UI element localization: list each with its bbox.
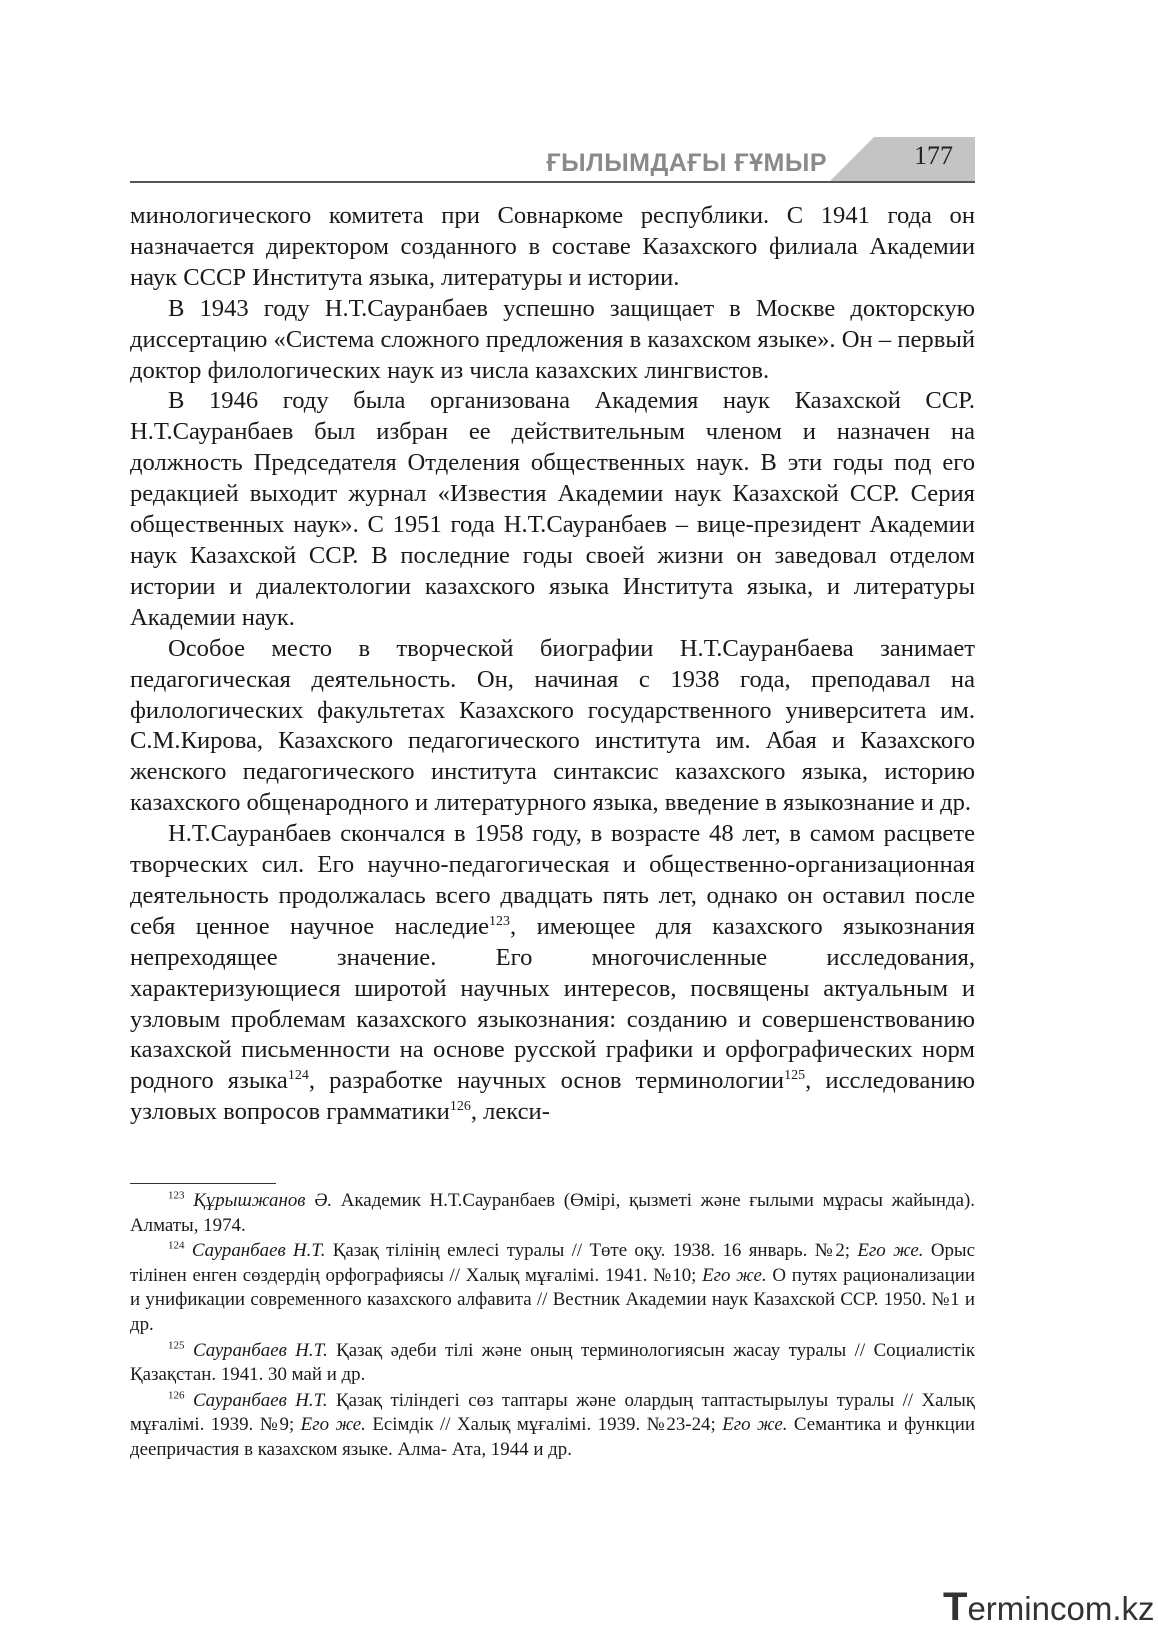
footnote-text: Академик Н.Т.Сауранбаев (Өмірі, қызметі және ғылыми мұрасы жайында). Алматы, 1974. bbox=[130, 1190, 975, 1236]
paragraph-5-text: , исследованию узловых вопросов грамматики bbox=[130, 1067, 975, 1126]
footnote-text: Қазақ әдеби тілі және оның терминологиясын жасау туралы // Социалистік Қазақстан. 1941. 30 май и др. bbox=[130, 1339, 975, 1386]
footnote-text: Қазақ тілінің емлесі туралы // Төте оқу. 1938. 16 январь. №2; bbox=[325, 1240, 858, 1262]
paragraph-2: В 1943 году Н.Т.Сауранбаев успешно защищает в Москве докторскую диссертацию «Система сложного предложения в казахском языке». Он – первый доктор филологических наук из числа казахских лингвистов. bbox=[130, 294, 975, 384]
running-header bbox=[130, 137, 975, 187]
watermark-o: o bbox=[1066, 1590, 1085, 1627]
footnote-number: 124 bbox=[168, 1239, 185, 1252]
watermark-letter: T bbox=[943, 1585, 968, 1629]
footnote-ref-123[interactable]: 123 bbox=[489, 913, 511, 929]
footnote-author: Сауранбаев Н.Т. bbox=[192, 1389, 328, 1411]
footnote-125 bbox=[130, 1339, 975, 1388]
footnote-ego-zhe: Его же. bbox=[857, 1240, 924, 1262]
watermark-text: erminc bbox=[967, 1590, 1067, 1627]
running-header-title: ҒЫЛЫМДАҒЫ ҒҰМЫР bbox=[546, 149, 827, 177]
paragraph-5 bbox=[130, 819, 975, 1128]
footnote-author: Сауранбаев Н.Т. bbox=[191, 1240, 326, 1262]
paragraph-5-text: , разработке научных основ терминологии bbox=[308, 1067, 785, 1095]
header-rule bbox=[130, 181, 975, 183]
page-number: 177 bbox=[914, 141, 953, 170]
footnote-ref-125[interactable]: 125 bbox=[784, 1068, 806, 1084]
footnote-number: 125 bbox=[168, 1339, 185, 1352]
paragraph-4: Особое место в творческой биографии Н.Т.Сауранбаева занимает педагогическая деятельность. Он, начиная с 1938 года, преподавал на филологических факультетах Казахского государственного университета им. С.М.Кирова, Казахского педагогического института им. Абая и Казахского женского педагогического института синтаксис казахского языка, историю казахского общенародного и литературного языка, введение в языкознание и др. bbox=[130, 634, 975, 817]
footnote-124 bbox=[130, 1239, 975, 1337]
footnote-123 bbox=[130, 1189, 975, 1238]
footnote-text: Семантика и функции деепричастия в казахском языке. Алма- Ата, 1944 и др. bbox=[130, 1414, 975, 1460]
footnote-ref-124[interactable]: 124 bbox=[287, 1068, 309, 1084]
footnote-text: О путях рационализации и унификации современного казахского алфавита // Вестник Академии наук Казахской ССР. 1950. №1 и др. bbox=[130, 1264, 975, 1335]
page-tab-shape bbox=[830, 137, 975, 181]
page-number-tab bbox=[830, 137, 975, 181]
paragraph-5-text: , имеющее для казахского языкознания непреходящее значение. Его многочисленные исследования, характеризующиеся широтой научных интересов, посвящены актуальным и узловым проблемам казахского языкознания: созданию и совершенствованию казахской письменности на основе русской графики и орфографических норм родного языка bbox=[130, 912, 975, 1095]
footnote-text: Орыс тілінен енген сөздердің орфографиясы // Халық мұғалімі. 1941. №10; bbox=[130, 1240, 976, 1286]
paragraph-5-text: Н.Т.Сауранбаев скончался в 1958 году, в возрасте 48 лет, в самом расцвете творческих сил. Его научно-педагогическая и общественно-организационная деятельность продолжалась всего двадцать пять лет, однако он оставил после себя ценное научное наследие bbox=[130, 820, 975, 940]
paragraph-5-text: , лекси- bbox=[470, 1098, 550, 1126]
paragraph-1: минологического комитета при Совнаркоме республики. С 1941 года он назначается директором созданного в составе Казахского филиала Академии наук СССР Института языка, литературы и истории. bbox=[130, 202, 975, 291]
footnote-separator bbox=[130, 1183, 276, 1184]
footnote-ego-zhe: Его же. bbox=[722, 1414, 788, 1436]
footnote-text: Есімдік // Халық мұғалімі. 1939. №23-24; bbox=[365, 1414, 723, 1436]
footnote-text: Қазақ тіліндегі сөз таптары және олардың таптастырылуы туралы // Халық мұғалімі. 1939. №9; bbox=[130, 1389, 975, 1436]
footnote-ego-zhe: Его же. bbox=[702, 1264, 767, 1286]
footnote-author: Құрышжанов Ә. bbox=[193, 1190, 333, 1211]
footnote-ego-zhe: Его же. bbox=[300, 1414, 366, 1436]
footnote-ref-126[interactable]: 126 bbox=[449, 1099, 471, 1115]
footnote-number: 126 bbox=[168, 1389, 185, 1402]
termincom-watermark bbox=[943, 1587, 1155, 1627]
body-text bbox=[130, 201, 975, 1128]
footnote-number: 123 bbox=[168, 1189, 185, 1202]
paragraph-3: В 1946 году была организована Академия наук Казахской ССР. Н.Т.Сауранбаев был избран ее действительным членом и назначен на должность Председателя Отделения общественных наук. В эти годы под его редакцией выходит журнал «Известия Академии наук Казахской ССР. Серия общественных наук». С 1951 года Н.Т.Сауранбаев – вице-президент Академии наук Казахской ССР. В последние годы своей жизни он заведовал отделом истории и диалектологии казахского языка Института языка, и литературы Академии наук. bbox=[130, 387, 975, 631]
watermark-text: m.kz bbox=[1084, 1590, 1155, 1627]
footnotes bbox=[130, 1189, 975, 1464]
footnote-126 bbox=[130, 1389, 975, 1463]
footnote-author: Сауранбаев Н.Т. bbox=[192, 1339, 328, 1361]
